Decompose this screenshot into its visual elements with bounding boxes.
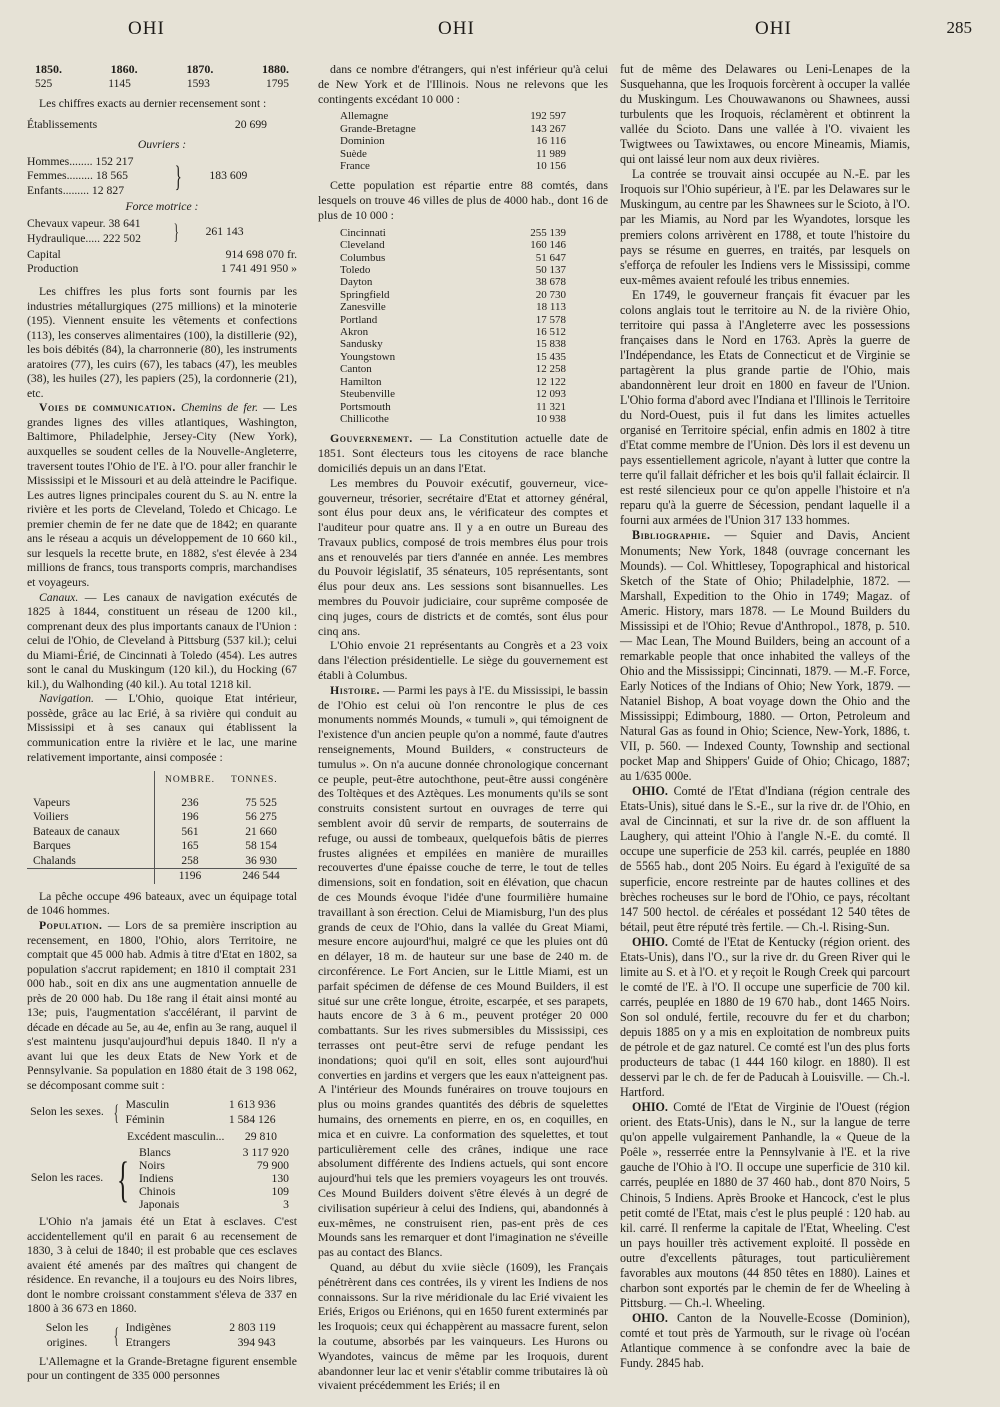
entry xyxy=(620,784,910,934)
paragraph: fut de même des Delawares ou Leni-Lenapes de la Susquehanna, que les Iroquois forcèrent à occuper la vallée du Muskingum. Les Chouwawanons ou Shawnees, aussi turbulents que les Iroquois, réclamèrent et obtinrent la vallée du Scioto. Dans une vallée à l'O. vivaient les Twigtwees ou Tawixtawes, ou encore Mineamis, Miamis, qui ont laissé leur nom aux deux rivières. xyxy=(620,62,910,167)
brace: } xyxy=(173,218,179,244)
label: Selon les origines. xyxy=(45,1321,89,1349)
brace: { xyxy=(113,1099,119,1125)
section-head: Bibliographie. xyxy=(632,528,711,543)
table-row: Suède 11 989 xyxy=(340,147,566,160)
navigation-table xyxy=(27,771,297,884)
value: 130 xyxy=(271,1172,289,1186)
races-group xyxy=(27,1146,297,1211)
paragraph xyxy=(318,683,608,1260)
label: Masculin xyxy=(125,1098,170,1111)
paragraph: L'Ohio n'a jamais été un Etat à esclaves. C'est accidentellement qu'il en parait 6 au recensement de 1830, 3 à celui de 1840; il est probable que ces esclaves avaient été amenés par des maîtres qui changent de résidence. En revanche, il a toujours eu des Noirs libres, dont le nombre croissant constamment s'éleva de 337 en 1800 à 36 673 en 1860. xyxy=(27,1215,297,1316)
etablissements-row xyxy=(27,118,297,133)
ouvriers-group xyxy=(27,155,297,199)
label: Indigènes xyxy=(125,1321,171,1335)
table-row: Dominion 16 116 xyxy=(340,135,566,148)
table-row: Springfield 20 730 xyxy=(340,288,566,301)
text: Canton de la Nouvelle-Ecosse (Dominion), comté et tout près de Yarmouth, sur le rivage où l'océan Atlantique commence à se confondre avec la baie de Fundy. 2845 hab. xyxy=(620,1310,910,1371)
table-row: Voiliers 196 56 275 xyxy=(33,811,277,824)
label: Indiens xyxy=(139,1172,174,1186)
label: Selon les races. xyxy=(30,1171,104,1185)
table-row: Bateaux de canaux 561 21 660 xyxy=(33,825,277,838)
force-title: Force motrice : xyxy=(125,200,199,214)
col-header: NOMBRE. xyxy=(155,771,226,790)
value: 1 613 936 xyxy=(228,1098,276,1111)
paragraph: L'Ohio envoie 21 représentants au Congrès et a 23 voix dans l'élection présidentielle. Le siège du gouvernement est établi à Columbus. xyxy=(318,638,608,683)
force-group xyxy=(27,217,297,247)
paragraph xyxy=(27,401,297,590)
subsection-head: Navigation. xyxy=(39,692,94,706)
table-row: Cincinnati 255 139 xyxy=(340,226,566,239)
paragraph: La contrée se trouvait ainsi occupée au N.-E. par les Iroquois sur l'Ohio supérieur, à l'E. par les Delawares sur le Muskingum, au centre par les Shawnees sur le Scioto, à l'O. par les Miamis, au Nord par les Wyandotes, lorsque les premiers colons arrivèrent en 1788, et toute l'histoire du pays se résume en guerres, en traités, par lesquels on s'efforça de refouler les Indiens vers le Mississipi, comme eux-mêmes avaient refoulé les tribus ennemies. xyxy=(620,167,911,287)
brace: { xyxy=(113,1322,119,1348)
text: Comté de l'Etat d'Indiana (région centrale des Etats-Unis), situé dans le S.-E., sur la rive dr. de l'Ohio, en aval de Cincinnati, et sur la rive dr. de son affluent la Laughery, qui atteint l'Ohio à l'angle N.-E. du comté. Il occupe une superficie de 253 kil. carrés, peuplée en 1880 de 5565 hab., dont 205 Noirs. Eu égard à l'exiguïté de sa superficie, encore restreinte par de hautes collines et des brèches rocheuses sur le bord de l'Ohio, ce pays, récoltant 147 500 hectol. de céréales et possédant 12 540 têtes de bétail, peut être réputé très fertile. — Ch.-l. Rising-Sun. xyxy=(620,784,910,934)
label: Production xyxy=(27,262,79,276)
text: — La Constitution actuelle date de 1851. Sont électeurs tous les citoyens de race blanche domiciliés depuis un an dans l'Etat. xyxy=(318,431,608,475)
capital-row xyxy=(27,248,297,263)
paragraph xyxy=(27,692,297,765)
paragraph xyxy=(27,591,297,693)
excedent-row xyxy=(27,1130,297,1145)
table-row: Steubenville 12 093 xyxy=(340,388,566,401)
years-row xyxy=(27,62,297,77)
value: 3 xyxy=(283,1198,289,1212)
entry xyxy=(620,935,910,1101)
text: Comté de l'Etat de Kentucky (région orient. des Etats-Unis), dans l'O., sur la rive dr. du Green River qui le limite au S. et à l'O. et y reçoit le Rough Creek qui parcourt le comté de l'E. à l'O. Il occupe une superficie de 700 kil. carrés, peuplée en 1880 de 19 670 hab., dont 1465 Noirs. Son sol ondulé, fertile, recouvre du fer et du charbon; depuis 1885 on y a mis en exploitation de nombreux puits de pétrole et de gaz naturel. Ce comté est l'un des plus forts producteurs de tabac (1 444 160 kilogr. en 1880). Il est desservi par le ch. de fer de Paducah à Louisville. — Ch.-l. Hartford. xyxy=(620,934,910,1100)
text: — Les grandes lignes des villes atlantiques, Washington, Baltimore, Philadelphie, Jersey-City (New York), auxquelles se soudent celles de la Nouvelle-Angleterre, traversent toutes l'Ohio de l'E. à l'O. pour aller franchir le Mississipi et le Missouri et au delà atteindre le Pacifique. Les autres lignes principales courent du S. au N. entre la rivière et les ports de Cleveland, Toledo et Chicago. Le premier chemin de fer ne date que de 1842; en quarante ans le réseau a acquis un développement de 10 660 kil., sur lesquels la recette brute, en 1882, s'est élevée à 234 millions de francs, tous transports compris, marchandises et voyageurs. xyxy=(27,401,298,589)
table-row: Zanesville 18 113 xyxy=(340,301,566,314)
paragraph xyxy=(27,919,297,1094)
page-number: 285 xyxy=(946,18,972,37)
paragraph: Les chiffres les plus forts sont fournis par les industries métallurgiques (275 millions) et la minoterie (195). Viennent ensuite les vêtements et confections (113), les conserves alimentaires (100), la distillerie (92), les bois débités (84), la charronnerie (80), les instruments aratoires (77), les cuirs (67), les tabacs (47), les meubles (38), les huiles (27), les papiers (25), la cordonnerie (21), etc. xyxy=(27,285,297,400)
column-3 xyxy=(620,62,910,1371)
value: 3 117 920 xyxy=(242,1146,289,1160)
table-row: Akron 16 512 xyxy=(340,326,566,339)
year-value: 1795 xyxy=(265,77,289,90)
paragraph: dans ce nombre d'étrangers, qui n'est inférieur qu'à celui de New York et de l'Illinois. Nous ne relevons que les contingents excédant 10 000 : xyxy=(318,62,608,106)
value: 29 810 xyxy=(244,1129,277,1143)
label: Établissements xyxy=(27,117,98,131)
paragraph: Cette population est répartie entre 88 comtés, dans lesquels on trouve 46 villes de plus de 4000 hab., dont 16 de plus de 10 000 : xyxy=(318,178,608,223)
table-row: Youngstown 15 435 xyxy=(340,350,566,363)
origins-table xyxy=(338,110,568,172)
entry-head: OHIO. xyxy=(632,934,668,949)
column-2 xyxy=(318,62,608,1393)
table-row: Dayton 38 678 xyxy=(340,276,566,289)
value: 2 803 119 xyxy=(229,1321,276,1335)
section-head: Gouvernement. xyxy=(330,431,413,446)
table-row: Vapeurs 236 75 525 xyxy=(33,796,277,809)
running-head-right: OHI xyxy=(755,18,792,39)
section-head: Voies de communication. xyxy=(39,401,176,415)
table-row: Grande-Bretagne 143 267 xyxy=(340,122,566,135)
text: — Parmi les pays à l'E. du Mississipi, le bassin de l'Ohio est celui où l'on rencontre le plus de ces monuments nommés Mounds, « tumuli », qui témoignent de l'existence d'un ancien peuple qu'on a nommé, faute d'autres renseignements, Mound Builders, « constructeurs de tumulus ». On n'a aucune donnée chronologique concernant ce peuple, peut-être autochthone, peut-être aussi congénère des Toltèques et des Aztèques. Les monuments qu'ils se sont construits consistent surtout en ouvrages de terre qui semblent avoir dû servir de remparts, de souterrains de refuge, ou aussi de tombeaux, quelquefois bâtis de pierres frustes alignées et empilées en manière de murailles recouvertes d'une épaisse couche de terre, le tout de telles dimensions, soit en fondation, soit en élévation, que chacun de ces Mounds évoque l'idée d'une fourmilière humaine travaillant à son érection. Celui de Miamisburg, l'un des plus grands de ceux de l'Ohio, dans la vallée du Great Miami, mesure encore aujourd'hui, malgré ce que les pluies ont dû en délayer, 18 m. de hauteur sur une base de 240 m. de circonférence. Le Fort Ancien, sur le Little Miami, est un parfait spécimen de défense de ces Mound Builders, il est situé sur une crête longue, étroite, escarpée, et ses parapets, hauts encore de 3 à 6 m., peuvent protéger 20 000 combattants. Sur les rives submersibles du Mississipi, ces terrasses ont peut-être servi de refuge pendant les inondations; quoi qu'il en soit, elles sont aujourd'hui converties en jardins et vergers que les eaux n'atteignent pas. A l'intérieur des Mounds funéraires on trouve toujours en plus ou moins grandes quantités des débris de squelettes humains, des ornements en pierre, en os, en coquilles, en mica et en cuivre. La conformation des squelettes, et tout particulièrement celle des crânes, indique une race absolument différente des Indiens actuels, qui sont encore aujourd'hui tels que les premiers voyageurs les ont trouvés. Ces Mound Builders doivent s'être élevés à un degré de civilisation supérieur à celui des Indiens, qui, abandonnés à eux-mêmes, ne construisent rien, pas-ent près de ces Mounds sans les remarquer et dont l'imagination ne s'éveille pas au contact des Blancs. xyxy=(318,682,608,1260)
section-head: Histoire. xyxy=(330,682,380,697)
table-row: Toledo 50 137 xyxy=(340,264,566,277)
paragraph: Les chiffres exacts au dernier recensement sont : xyxy=(39,97,267,111)
text: — Les canaux de navigation exécutés de 1825 à 1844, constituent un réseau de 1200 kil., comprenant deux des plus importants canaux de l'Union : celui de l'Ohio, de Cleveland à Pittsburg (537 kil.); celui du Miami-Érié, de Cincinnati à Toledo (454). Les autres sont le canal du Muskingum (120 kil.), du Hocking (67 kil.), du Walhonding (40 kil.). Au total 1218 kil. xyxy=(27,590,298,691)
label: Féminin xyxy=(125,1112,165,1126)
text: — Squier and Davis, Ancient Monuments; New York, 1848 (ouvrage concernant les Mounds). — Col. Whittlesey, Topographical and historical Sketch of the State of Ohio; Philadelphie, 1872. — Marshall, Expedition to the Ohio in 1749; Magaz. of Americ. History, mars 1878. — Le Mound Builders du Mississipi et de l'Ohio; Revue d'Anthropol., 1878, p. 510. — Mac Lean, The Mound Builders, being an account of a remarkable people that once inhabited the valleys of the Ohio and the Mississippi; Cincinnati, 1879. — M.-F. Force, Early Notices of the Indians of Ohio; New York, 1879. — Nataniel Bishop, A boat voyage down the Ohio and the Mississippi; Edimbourg, 1880. — Orton, Petroleum and Natural Gas as found in Ohio; Science, New-York, 1886, t. VII, p. 560. — Indexed County, Township and sectional pocket Map and Shippers' Guide of Ohio; Chicago, 1887; au 1/635 000e. xyxy=(620,528,910,784)
table-row: Canton 12 258 xyxy=(340,363,566,376)
entry xyxy=(620,1100,910,1311)
table-row: Portland 17 578 xyxy=(340,313,566,326)
femmes: Femmes......... 18 565 xyxy=(27,169,128,183)
production-row xyxy=(27,262,297,277)
text: — Lors de sa première inscription au recensement, en 1800, l'Ohio, alors Territoire, ne comptait que 45 000 hab. Admis à titre d'Etat en 1802, sa population s'accrut rapidement; en 1810 il comptait 231 000 hab., soit en dix ans une augmentation annuelle de près de 20 000 hab. Du 18e rang il était ainsi monté au 13e; puis, l'augmentation s'accélérant, il parvint de décade en décade au 5e, au 4e, enfin au 3e rang, auquel il s'est maintenu jusqu'aujourd'hui depuis 1840. Il n'y a avant lui que les deux Etats de New York et de Pennsylvanie. Sa population en 1880 était de 3 198 062, se décomposant comme suit : xyxy=(27,918,297,1092)
value: 914 698 070 fr. xyxy=(225,247,297,261)
paragraph xyxy=(620,528,910,784)
ouvriers-title: Ouvriers : xyxy=(137,138,187,152)
text: Comté de l'Etat de Virginie de l'Ouest (région orient. des Etats-Unis), dans le N., sur la langue de terre qu'on appelle vulgairement Panhandle, la « Queue de la Poêle », resserrée entre la Pennsylvanie à l'E. et la rive gauche de l'Ohio à l'O. Il occupe une superficie de 310 kil. carrés, peuplée en 1880 de 37 460 hab., dont 870 Noirs, 5 Chinois, 5 Indiens. Après Brooke et Hancock, c'est le plus petit comté de l'Etat, mais c'est le plus peuplé : 120 hab. au kil. carré. Il renferme la capitale de l'Etat, Wheeling. C'est un pays houiller très activement exploité. Il possède en outre d'excellents pâturages, tout particulièrement favorables aux moutons (44 850 têtes en 1880). Laines et charbon sont exportés par le chemin de fer de Wheeling à Pittsburg. — Ch.-l. Wheeling. xyxy=(620,1100,910,1310)
years-values-row xyxy=(27,77,297,92)
value: 79 900 xyxy=(256,1159,289,1173)
label: Excédent masculin... xyxy=(127,1129,225,1143)
running-head-center: OHI xyxy=(438,18,475,39)
paragraph: Quand, au début du xviie siècle (1609), les Français pénétrèrent dans ces contrées, ils y virent les Indiens de nos connaissons. Sur la rive méridionale du lac Erié vivaient les Eriés, Erigos ou Eriénons, qui en 1650 furent exterminés par les Iroquois; ceux qui échappèrent au massacre furent, selon la coutume, absorbés par les vainqueurs. Les Hurons ou Wyandotes, vaincus de même par les Iroquois, durent abandonner leur lac et venir s'établir comme tributaires là où vivaient précédemment les Eriés; il en xyxy=(318,1259,608,1393)
origines-group xyxy=(27,1321,297,1351)
table-row: Columbus 51 647 xyxy=(340,251,566,264)
brace: { xyxy=(117,1150,129,1207)
subsection-head: Canaux. xyxy=(39,590,79,604)
paragraph: Les membres du Pouvoir exécutif, gouverneur, vice-gouverneur, trésorier, secrétaire d'Etat et attorney général, sont élus pour deux ans, le vérificateur des comptes et l'auditeur pour quatre ans. Il y a en outre un Bureau des Travaux publics, composé de trois membres élus pour trois ans et renouvelés par tiers d'année en année. Les membres du Pouvoir législatif, 35 sénateurs, 105 représentants, sont élus pour deux ans. Les sessions sont bisannuelles. Les membres du Pouvoir judiciaire, cour suprême composée de cinq juges, cours de districts et de comtés, sont élus pour cinq ans. xyxy=(318,475,608,638)
label: Japonais xyxy=(139,1198,180,1212)
label: Blancs xyxy=(139,1146,171,1160)
cities-table xyxy=(338,227,568,426)
year-value: 1593 xyxy=(186,77,210,90)
entry-head: OHIO. xyxy=(632,1100,668,1115)
table-row: Chillicothe 10 938 xyxy=(340,412,566,425)
year: 1880. xyxy=(261,62,289,76)
sexes-group xyxy=(27,1098,297,1128)
value: 20 699 xyxy=(234,117,267,131)
hydraulique: Hydraulique..... 222 502 xyxy=(27,231,141,245)
label: Noirs xyxy=(139,1159,165,1173)
paragraph: La pêche occupe 496 bateaux, avec un équipage total de 1046 hommes. xyxy=(27,889,297,918)
table-row: Cleveland 160 146 xyxy=(340,239,566,252)
table-row: Portsmouth 11 321 xyxy=(340,400,566,413)
value: 1 741 491 950 » xyxy=(221,262,297,276)
table-row: Chalands 258 36 930 xyxy=(27,854,297,869)
year: 1860. xyxy=(110,62,138,76)
entry xyxy=(620,1311,910,1371)
column-1 xyxy=(27,62,297,1384)
year-value: 525 xyxy=(35,77,53,90)
running-head-left: OHI xyxy=(128,18,165,39)
value: 1 584 126 xyxy=(228,1112,276,1126)
text: — L'Ohio, quoique Etat intérieur, possède, grâce au lac Erié, à sa rivière qui conduit au Mississipi et à ses canaux qui établissent la communication entre la rivière et le lac, une marine relativement importante, ainsi composée : xyxy=(27,692,298,764)
label: Capital xyxy=(27,247,61,261)
table-row: Allemagne 192 597 xyxy=(340,110,566,123)
paragraph: L'Allemagne et la Grande-Bretagne figurent ensemble pour un contingent de 335 000 personnes xyxy=(27,1354,297,1383)
year-value: 1145 xyxy=(108,77,131,90)
paragraph: En 1749, le gouverneur français fit évacuer par les colons anglais tout le territoire au N. de la rivière Ohio, territoire qui passa à l'Angleterre avec les possessions françaises dans le Nord en 1763. Après la guerre de l'Indépendance, les Etats de Connecticut et de Virginie se partagèrent la plus grande partie de l'Ohio, mais abandonnèrent leur droit en 1800 en faveur de l'Union. L'Ohio forma d'abord avec l'Indiana et l'Illinois le Territoire du Nord-Ouest, puis il fut dans les limites actuelles organisé en Territoire spécial, enfin admis en 1802 à titre d'Etat comme membre de l'Union. Dès lors il est devenu un pays essentiellement agricole, n'ayant à lutter que contre la terre qu'il fallait défricher et les bois qu'il fallait éclaircir. Il est resté silencieux pour ce qu'on appelle l'histoire et n'a reparu qu'à la guerre de Sécession, pendant laquelle il a fourni aux armées de l'Union 317 133 hommes. xyxy=(620,287,910,528)
chevaux: Chevaux vapeur. 38 641 xyxy=(27,217,141,231)
table-row: Barques 165 58 154 xyxy=(33,840,277,853)
entry-head: OHIO. xyxy=(632,784,668,799)
col-header: TONNES. xyxy=(231,775,278,786)
entry-head: OHIO. xyxy=(632,1310,668,1325)
table-total: 1196 246 544 xyxy=(27,869,297,884)
year: 1870. xyxy=(186,62,214,76)
paragraph xyxy=(318,431,608,475)
brace: } xyxy=(174,159,182,193)
section-head: Population. xyxy=(39,918,103,932)
table-row: Hamilton 12 122 xyxy=(340,375,566,388)
hommes: Hommes........ 152 217 xyxy=(27,154,134,168)
value: 394 943 xyxy=(237,1335,276,1349)
label: Selon les sexes. xyxy=(30,1105,104,1119)
table-row: France 10 156 xyxy=(340,160,566,173)
subsection-head: Chemins de fer. xyxy=(180,401,258,415)
value: 109 xyxy=(271,1185,289,1199)
label: Chinois xyxy=(139,1185,176,1199)
year: 1850. xyxy=(35,62,62,76)
value: 261 143 xyxy=(205,224,244,238)
value: 183 609 xyxy=(209,169,248,183)
enfants: Enfants......... 12 827 xyxy=(27,183,125,197)
label: Etrangers xyxy=(125,1335,171,1349)
table-row: Sandusky 15 838 xyxy=(340,338,566,351)
